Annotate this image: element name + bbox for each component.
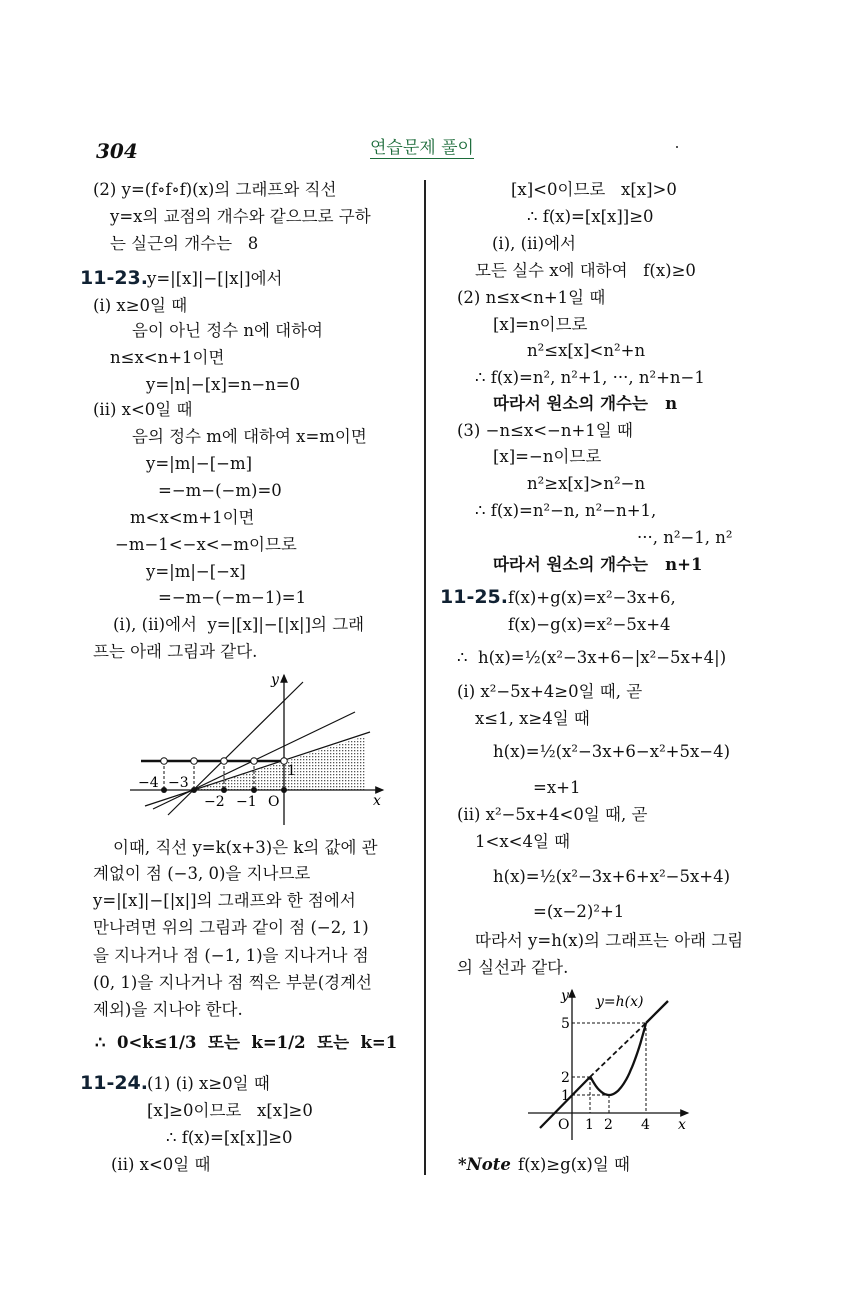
text-line: f(x)+g(x)=x²−3x+6, — [508, 588, 676, 607]
text-line: ∴ f(x)=[x[x]]≥0 — [527, 207, 654, 226]
problem-number: 11-25. — [440, 586, 508, 608]
problem-number: 11-24. — [80, 1072, 148, 1094]
text-line: 만나려면 위의 그림과 같이 점 (−2, 1) — [93, 918, 369, 937]
text-line: 1<x<4일 때 — [475, 832, 571, 851]
origin-label: O — [268, 794, 280, 810]
text-line: 따라서 원소의 개수는 n — [493, 394, 678, 413]
text-line: y=x의 교점의 개수와 같으므로 구하 — [110, 207, 371, 226]
y-axis-label: y — [271, 672, 279, 688]
text-line: 음이 아닌 정수 n에 대하여 — [132, 321, 323, 340]
text-line: 프는 아래 그림과 같다. — [93, 642, 258, 661]
text-line: h(x)=½(x²−3x+6+x²−5x+4) — [493, 867, 731, 886]
text-line: =(x−2)²+1 — [533, 902, 625, 921]
text-line: y=|m|−[−x] — [146, 562, 246, 581]
text-line: −m−1<−x<−m이므로 — [115, 535, 297, 554]
text-line: (i) x²−5x+4≥0일 때, 곧 — [457, 682, 643, 701]
text-line: (ii) x<0일 때 — [111, 1155, 211, 1174]
tick-label: 5 — [561, 1016, 570, 1032]
line-x-plus-1-right — [646, 1001, 668, 1023]
text-line: [x]=−n이므로 — [493, 447, 602, 466]
text-line: y=|[x]|−[|x|]에서 — [147, 269, 283, 288]
parabola-curve — [591, 1023, 647, 1095]
text-line: ∴ f(x)=n², n²+1, ···, n²+n−1 — [475, 368, 705, 387]
x-axis-label: x — [678, 1117, 686, 1133]
text-line: 계없이 점 (−3, 0)을 지나므로 — [93, 864, 311, 883]
text-line: 음의 정수 m에 대하여 x=m이면 — [132, 427, 367, 446]
text-line: y=|n|−[x]=n−n=0 — [146, 375, 301, 394]
text-line: n²≤x[x]<n²+n — [527, 341, 646, 360]
text-line: (1) (i) x≥0일 때 — [147, 1074, 270, 1093]
text-line: =−m−(−m−1)=1 — [158, 588, 307, 607]
text-line: (0, 1)을 지나거나 점 찍은 부분(경계선 — [93, 973, 372, 992]
tick-label: −1 — [236, 794, 257, 810]
note-text: f(x)≥g(x)일 때 — [518, 1155, 630, 1174]
text-line: n²≥x[x]>n²−n — [527, 474, 646, 493]
note-label: *Note — [458, 1155, 511, 1174]
tick-label: 1 — [287, 763, 296, 779]
text-line: ···, n²−1, n² — [637, 528, 733, 547]
text-line: m<x<m+1이면 — [130, 508, 255, 527]
text-line: [x]≥0이므로 x[x]≥0 — [147, 1101, 313, 1120]
tick-label: 2 — [561, 1070, 570, 1086]
text-line: =x+1 — [533, 778, 581, 797]
text-line: (i), (ii)에서 — [492, 234, 576, 253]
curve-label: y=h(x) — [596, 994, 644, 1010]
text-line: (2) n≤x<n+1일 때 — [457, 288, 606, 307]
text-line: 모든 실수 x에 대하여 f(x)≥0 — [475, 261, 696, 280]
text-line: 의 실선과 같다. — [457, 958, 569, 977]
text-line: y=|[x]|−[|x|]의 그래프와 한 점에서 — [93, 891, 356, 910]
text-line: 이때, 직선 y=k(x+3)은 k의 값에 관 — [113, 838, 378, 857]
answer-line: ∴ 0<k≤1/3 또는 k=1/2 또는 k=1 — [95, 1033, 398, 1052]
text-line: ∴ f(x)=[x[x]]≥0 — [166, 1128, 293, 1147]
text-line: 제외)을 지나야 한다. — [93, 1000, 243, 1019]
text-line: h(x)=½(x²−3x+6−x²+5x−4) — [493, 742, 731, 761]
text-line: 는 실근의 개수는 8 — [110, 234, 259, 253]
text-line: [x]<0이므로 x[x]>0 — [511, 180, 677, 199]
text-line: y=|m|−[−m] — [146, 454, 253, 473]
text-line: n≤x<n+1이면 — [110, 348, 225, 367]
text-line: ∴ f(x)=n²−n, n²−n+1, — [475, 501, 657, 520]
text-line: [x]=n이므로 — [493, 315, 588, 334]
text-line: ∴ h(x)=½(x²−3x+6−|x²−5x+4|) — [457, 648, 727, 667]
tick-label: −2 — [204, 794, 225, 810]
tick-label: 4 — [641, 1117, 650, 1133]
text-line: x≤1, x≥4일 때 — [475, 709, 590, 728]
x-axis-label: x — [373, 793, 381, 809]
text-line: (ii) x<0일 때 — [93, 400, 193, 419]
text-line: (i), (ii)에서 y=|[x]|−[|x|]의 그래 — [113, 615, 365, 634]
text-line: 따라서 y=h(x)의 그래프는 아래 그림 — [475, 931, 744, 950]
section-title: 연습문제 풀이 — [370, 138, 474, 158]
text-line: f(x)−g(x)=x²−5x+4 — [508, 615, 671, 634]
tick-label: −3 — [168, 775, 189, 791]
problem-number: 11-23. — [80, 267, 148, 289]
text-line: 따라서 원소의 개수는 n+1 — [493, 555, 703, 574]
text-line: (ii) x²−5x+4<0일 때, 곧 — [457, 805, 648, 824]
tick-label: 1 — [585, 1117, 594, 1133]
tick-label: −4 — [138, 775, 159, 791]
text-line: (i) x≥0일 때 — [93, 296, 188, 315]
text-line: (2) y=(f∘f∘f)(x)의 그래프와 직선 — [93, 180, 337, 199]
text-line: =−m−(−m)=0 — [158, 481, 282, 500]
text-line: (3) −n≤x<−n+1일 때 — [457, 421, 633, 440]
text-line: 을 지나거나 점 (−1, 1)을 지나거나 점 — [93, 946, 369, 965]
page-number: 304 — [96, 139, 138, 163]
y-axis-label: y — [561, 988, 569, 1004]
tick-label: 2 — [604, 1117, 613, 1133]
tick-label: 1 — [561, 1088, 570, 1104]
origin-label: O — [558, 1117, 570, 1133]
